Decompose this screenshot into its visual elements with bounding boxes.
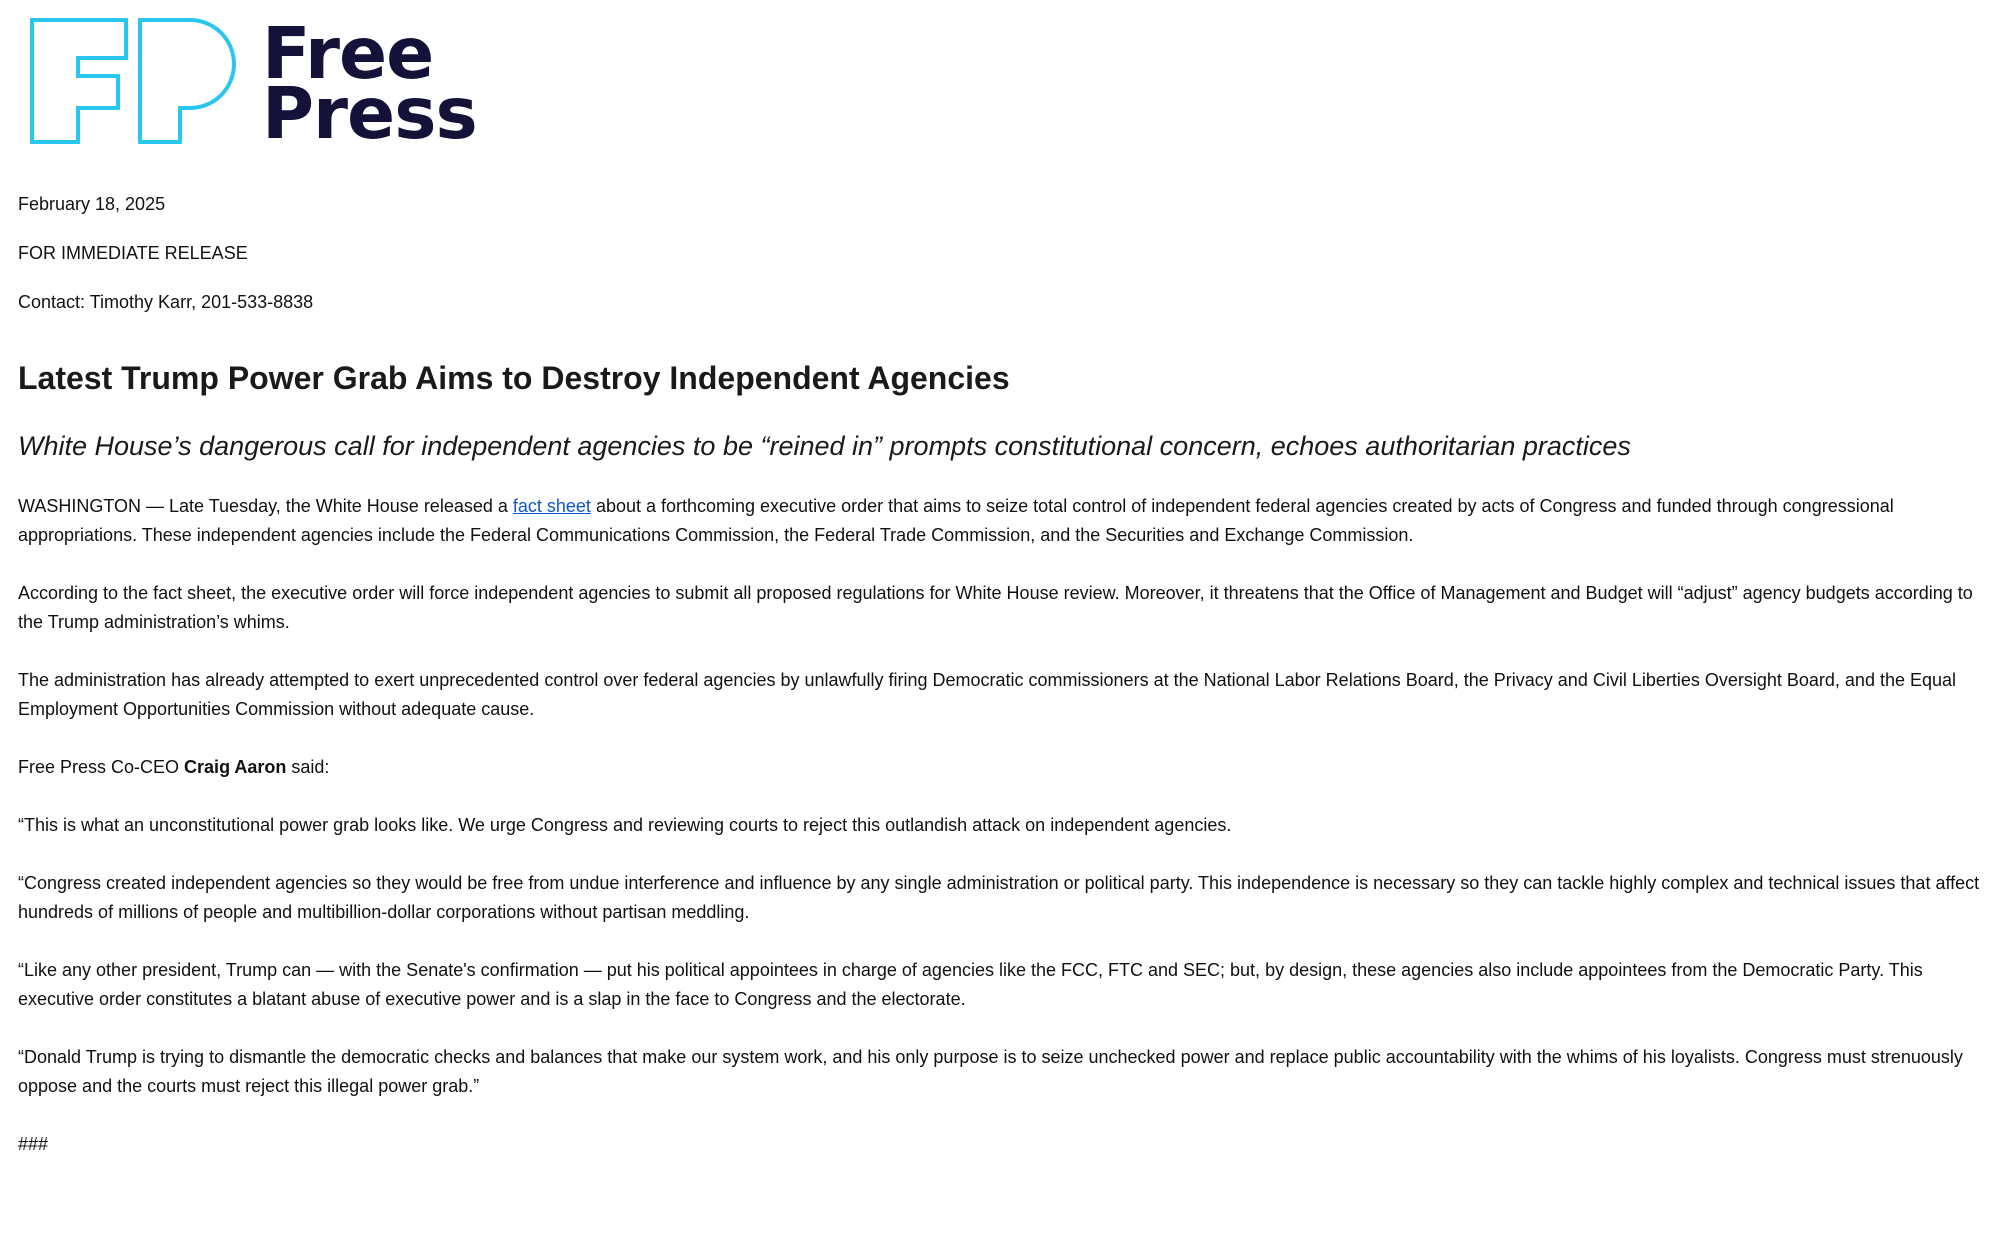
quote-paragraph-3: “Like any other president, Trump can — with the Senate's confirmation — put his political appointees in charge of agencies like the FCC, FTC and SEC; but, by design, these agencies also include appointees from the Democratic Party. This executive order constitutes a blatant abuse of executive power and is a slap in the face to Congress and the electorate. xyxy=(18,960,1923,1009)
fact-sheet-link[interactable]: fact sheet xyxy=(512,496,591,516)
logo-word-free: Free xyxy=(262,12,434,95)
paragraph-3: The administration has already attempted to exert unprecedented control over federal agencies by unlawfully firing Democratic commissioners at the National Labor Relations Board, the Privacy and Civil Liberties Oversight Board, and the Equal Employment Opportunities Commission without adequate cause. xyxy=(18,670,1957,719)
paragraph-1-rest: about a forthcoming executive order that aims to seize total control of independent federal agencies created by acts of Congress and funded through congressional appropriations. These independent agencies include the Federal Communications Commission, the Federal Trade Commission, and the Securities and Exchange Commission. xyxy=(18,496,1894,545)
subheadline: White House’s dangerous call for independent agencies to be “reined in” prompts constitutional concern, echoes authoritarian practices xyxy=(18,431,1631,461)
speaker-name: Craig Aaron xyxy=(184,757,287,777)
paragraph-1-lead: WASHINGTON — Late Tuesday, the White House released a xyxy=(18,496,513,516)
logo-word-press: Press xyxy=(262,72,477,155)
headline: Latest Trump Power Grab Aims to Destroy Independent Agencies xyxy=(18,360,1010,396)
quote-paragraph-4: “Donald Trump is trying to dismantle the democratic checks and balances that make our system work, and his only purpose is to seize unchecked power and replace public accountability with the whims of his loyalists. Congress must strenuously oppose and the courts must reject this illegal power grab.” xyxy=(18,1047,1963,1096)
fp-logo-mark xyxy=(30,18,236,144)
quote-paragraph-2: “Congress created independent agencies so they would be free from undue interference and influence by any single administration or political party. This independence is necessary so they can tackle highly complex and technical issues that affect hundreds of millions of people and multibillion-dollar corporations without partisan meddling. xyxy=(18,873,1980,922)
paragraph-2: According to the fact sheet, the executive order will force independent agencies to submit all proposed regulations for White House review. Moreover, it threatens that the Office of Management and Budget will “adjust” agency budgets according to the Trump administration’s whims. xyxy=(18,583,1973,632)
release-date: February 18, 2025 xyxy=(18,194,166,214)
contact-line: Contact: Timothy Karr, 201-533-8838 xyxy=(18,292,314,312)
quote-paragraph-1: “This is what an unconstitutional power grab looks like. We urge Congress and reviewing courts to reject this outlandish attack on independent agencies. xyxy=(18,815,1232,835)
release-body xyxy=(18,492,1984,1159)
paragraph-4-lead: Free Press Co-CEO xyxy=(18,757,185,777)
paragraph-4 xyxy=(18,753,1984,782)
press-release xyxy=(18,192,1984,1159)
end-mark: ### xyxy=(18,1134,49,1154)
paragraph-1 xyxy=(18,492,1984,550)
free-press-logo xyxy=(30,12,500,155)
paragraph-4-tail: said: xyxy=(286,757,330,777)
release-status: FOR IMMEDIATE RELEASE xyxy=(18,243,248,263)
